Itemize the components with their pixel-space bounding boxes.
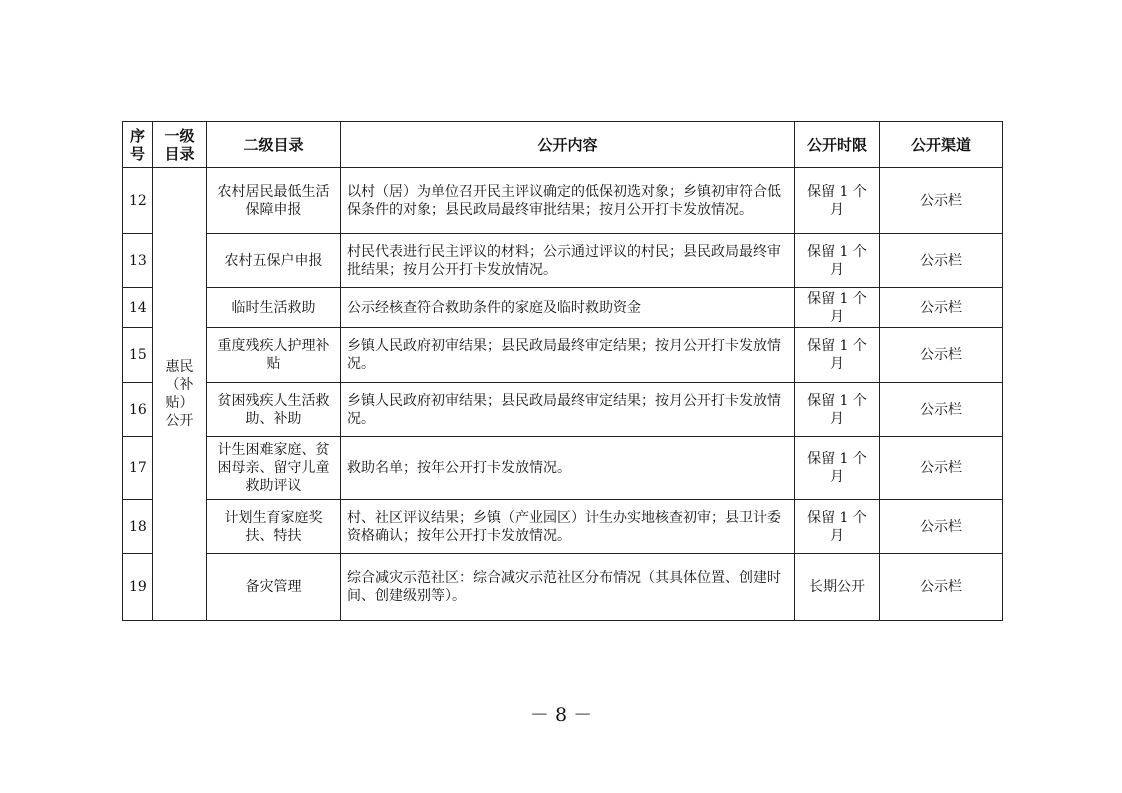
row-channel: 公示栏 — [880, 328, 1003, 383]
table-row — [123, 554, 1003, 621]
row-level2: 临时生活救助 — [207, 288, 341, 328]
row-level2: 贫困残疾人生活救助、补助 — [207, 383, 341, 437]
row-seq: 12 — [123, 168, 153, 234]
row-content: 乡镇人民政府初审结果；县民政局最终审定结果；按月公开打卡发放情况。 — [341, 328, 795, 383]
header-row — [123, 122, 1003, 168]
table-row — [123, 328, 1003, 383]
table-row — [123, 234, 1003, 288]
row-period: 保留 1 个月 — [795, 328, 880, 383]
row-channel: 公示栏 — [880, 500, 1003, 554]
group-label: 惠民（补贴）公开 — [153, 168, 207, 621]
row-level2: 计生困难家庭、贫困母亲、留守儿童救助评议 — [207, 437, 341, 500]
row-level2: 农村居民最低生活保障申报 — [207, 168, 341, 234]
header-level2: 二级目录 — [207, 122, 341, 168]
row-period: 保留 1 个月 — [795, 288, 880, 328]
row-period: 保留 1 个月 — [795, 500, 880, 554]
table-row — [123, 383, 1003, 437]
table-row — [123, 437, 1003, 500]
table-row — [123, 168, 1003, 234]
row-level2: 农村五保户申报 — [207, 234, 341, 288]
header-level1: 一级目录 — [153, 122, 207, 168]
row-level2: 备灾管理 — [207, 554, 341, 621]
disclosure-table — [122, 121, 1003, 621]
row-period: 长期公开 — [795, 554, 880, 621]
row-period: 保留 1 个月 — [795, 383, 880, 437]
row-content: 救助名单；按年公开打卡发放情况。 — [341, 437, 795, 500]
row-channel: 公示栏 — [880, 383, 1003, 437]
row-seq: 18 — [123, 500, 153, 554]
row-seq: 13 — [123, 234, 153, 288]
row-period: 保留 1 个月 — [795, 168, 880, 234]
row-seq: 16 — [123, 383, 153, 437]
row-seq: 19 — [123, 554, 153, 621]
row-seq: 14 — [123, 288, 153, 328]
row-content: 以村（居）为单位召开民主评议确定的低保初选对象；乡镇初审符合低保条件的对象；县民政局最终审批结果；按月公开打卡发放情况。 — [341, 168, 795, 234]
page-number: － 8 － — [529, 704, 593, 726]
header-seq: 序号 — [123, 122, 153, 168]
row-period: 保留 1 个月 — [795, 437, 880, 500]
row-seq: 17 — [123, 437, 153, 500]
row-level2: 重度残疾人护理补贴 — [207, 328, 341, 383]
row-period: 保留 1 个月 — [795, 234, 880, 288]
row-channel: 公示栏 — [880, 168, 1003, 234]
row-level2: 计划生育家庭奖扶、特扶 — [207, 500, 341, 554]
row-content: 公示经核查符合救助条件的家庭及临时救助资金 — [341, 288, 795, 328]
row-channel: 公示栏 — [880, 288, 1003, 328]
row-channel: 公示栏 — [880, 234, 1003, 288]
row-content: 综合减灾示范社区：综合减灾示范社区分布情况（其具体位置、创建时间、创建级别等）。 — [341, 554, 795, 621]
header-channel: 公开渠道 — [880, 122, 1003, 168]
row-channel: 公示栏 — [880, 554, 1003, 621]
row-content: 乡镇人民政府初审结果；县民政局最终审定结果；按月公开打卡发放情况。 — [341, 383, 795, 437]
row-channel: 公示栏 — [880, 437, 1003, 500]
table-row — [123, 500, 1003, 554]
row-seq: 15 — [123, 328, 153, 383]
row-content: 村、社区评议结果；乡镇（产业园区）计生办实地核查初审；县卫计委资格确认；按年公开打卡发放情况。 — [341, 500, 795, 554]
table-row — [123, 288, 1003, 328]
header-content: 公开内容 — [341, 122, 795, 168]
header-period: 公开时限 — [795, 122, 880, 168]
row-content: 村民代表进行民主评议的材料；公示通过评议的村民；县民政局最终审批结果；按月公开打卡发放情况。 — [341, 234, 795, 288]
